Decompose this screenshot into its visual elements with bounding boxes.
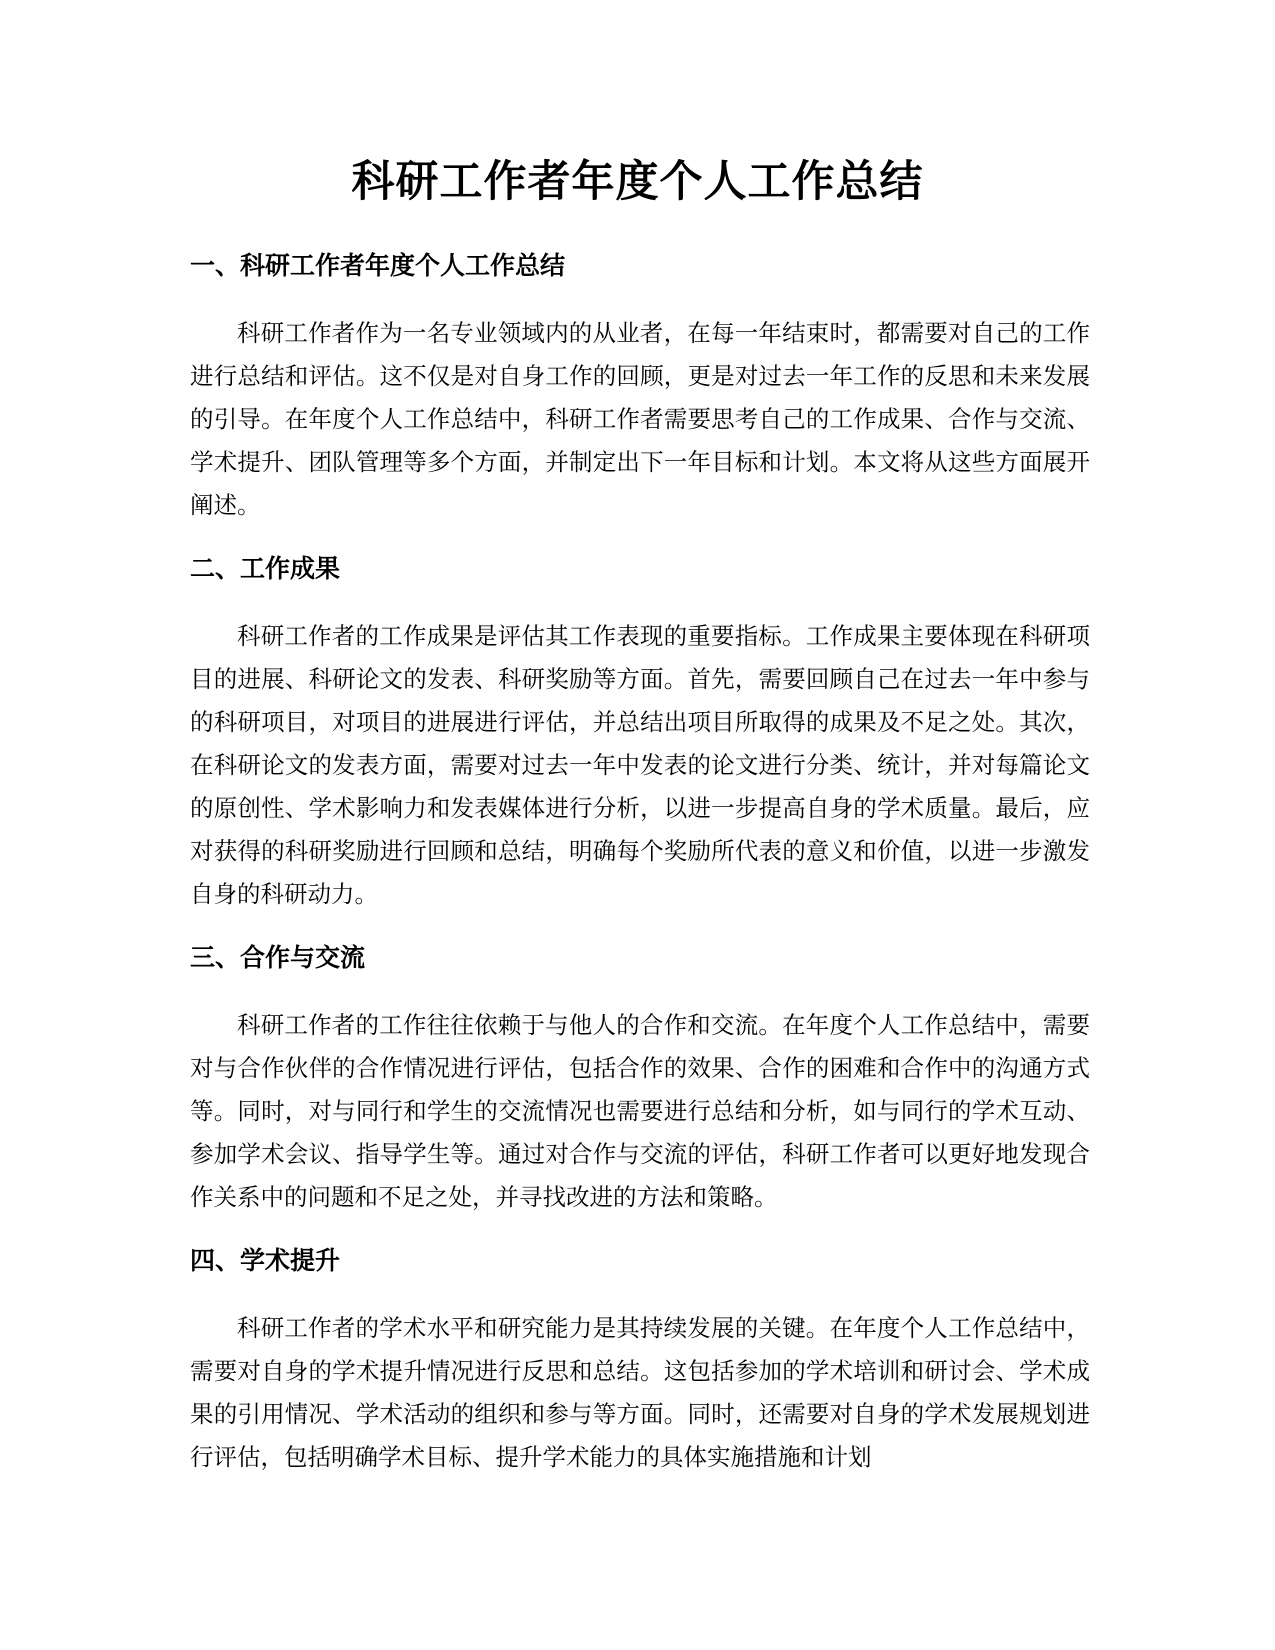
section-heading: 一、科研工作者年度个人工作总结 bbox=[190, 251, 566, 280]
section-1 bbox=[190, 246, 1090, 527]
section-4 bbox=[190, 1241, 1090, 1479]
page-title: 科研工作者年度个人工作总结 bbox=[351, 157, 924, 207]
section-2 bbox=[190, 549, 1090, 916]
section-heading: 二、工作成果 bbox=[190, 554, 341, 583]
document-body bbox=[190, 246, 1090, 1501]
section-heading: 三、合作与交流 bbox=[190, 943, 366, 972]
section-paragraph: 科研工作者的学术水平和研究能力是其持续发展的关键。在年度个人工作总结中，需要对自身的学术提升情况进行反思和总结。这包括参加的学术培训和研讨会、学术成果的引用情况、学术活动的组织和参与等方面。同时，还需要对自身的学术发展规划进行评估，包括明确学术目标、提升学术能力的具体实施措施和计划 bbox=[190, 1314, 1090, 1471]
section-heading: 四、学术提升 bbox=[190, 1246, 341, 1275]
section-3 bbox=[190, 938, 1090, 1219]
section-paragraph: 科研工作者的工作往往依赖于与他人的合作和交流。在年度个人工作总结中，需要对与合作伙伴的合作情况进行评估，包括合作的效果、合作的困难和合作中的沟通方式等。同时，对与同行和学生的交流情况也需要进行总结和分析，如与同行的学术互动、参加学术会议、指导学生等。通过对合作与交流的评估，科研工作者可以更好地发现合作关系中的问题和不足之处，并寻找改进的方法和策略。 bbox=[190, 1011, 1090, 1211]
section-paragraph: 科研工作者的工作成果是评估其工作表现的重要指标。工作成果主要体现在科研项目的进展、科研论文的发表、科研奖励等方面。首先，需要回顾自己在过去一年中参与的科研项目，对项目的进展进行评估，并总结出项目所取得的成果及不足之处。其次，在科研论文的发表方面，需要对过去一年中发表的论文进行分类、统计，并对每篇论文的原创性、学术影响力和发表媒体进行分析，以进一步提高自身的学术质量。最后，应对获得的科研奖励进行回顾和总结，明确每个奖励所代表的意义和价值，以进一步激发自身的科研动力。 bbox=[190, 622, 1090, 908]
section-paragraph: 科研工作者作为一名专业领域内的从业者，在每一年结束时，都需要对自己的工作进行总结和评估。这不仅是对自身工作的回顾，更是对过去一年工作的反思和未来发展的引导。在年度个人工作总结中，科研工作者需要思考自己的工作成果、合作与交流、学术提升、团队管理等多个方面，并制定出下一年目标和计划。本文将从这些方面展开阐述。 bbox=[190, 319, 1090, 519]
